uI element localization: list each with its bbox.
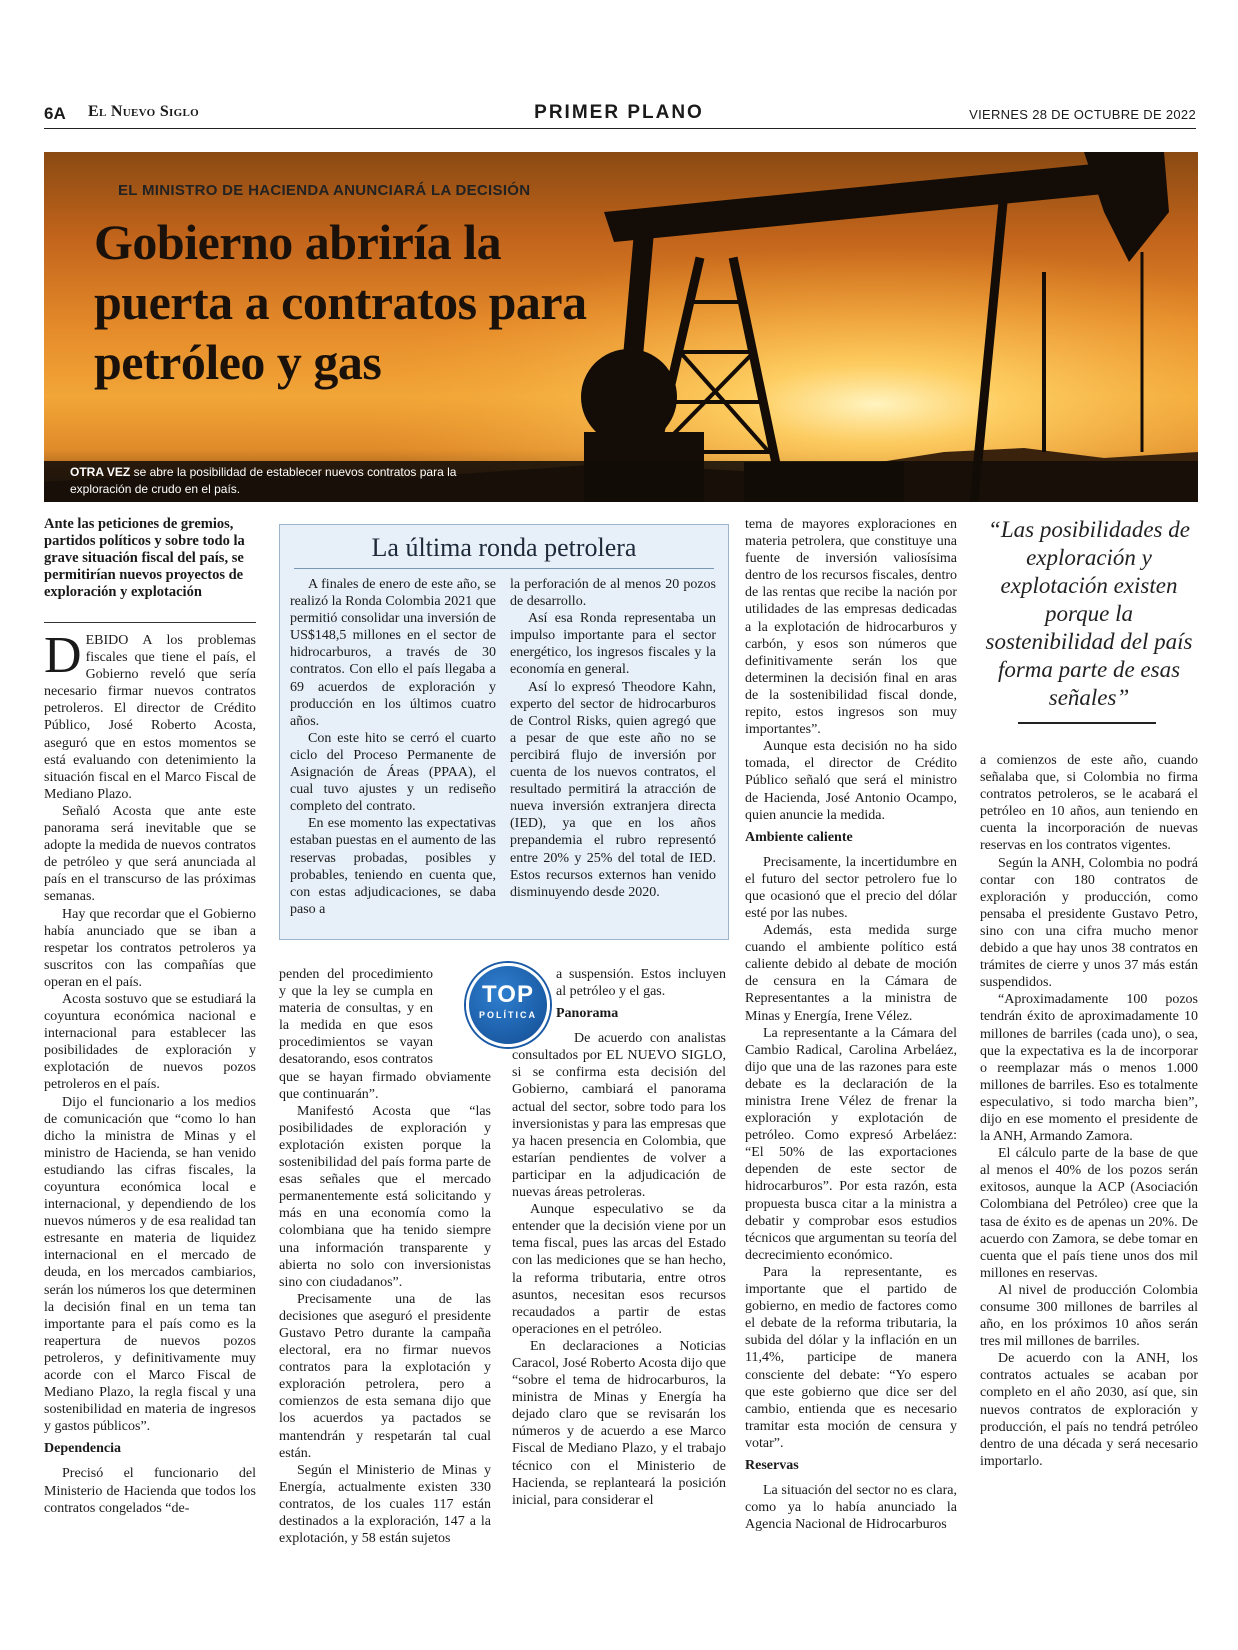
paragraph: La representante a la Cámara del Cambio Radical, Carolina Arbeláez, dijo que una de las razones para este debate es la declaración de la ministra Irene Vélez de frenar la exploración y explotación de petróleo. Como expresó Arbeláez: “El 50% de las exportaciones dependen de este sector de hidrocarburos”. Por esta razón, esta propuesta busca citar a la ministra a debatir y comprobar esos estudios técnicos que argumentan su teoría del decrecimiento económico.: [745, 1025, 957, 1263]
quote-divider: [1018, 722, 1156, 724]
paragraph: a suspensión. Estos incluyen al petróleo y el gas.: [556, 967, 726, 1000]
publication-date: VIERNES 28 DE OCTUBRE DE 2022: [969, 107, 1196, 122]
sidebar-divider: [294, 568, 714, 569]
paragraph: “Aproximadamente 100 pozos tendrán éxito de aproximadamente 10 millones de barriles (cada uno), o sea, que la expectativa es la de incorporar o reemplazar más o menos 1.000 millones de barriles. Eso es totalmente especulativo, si todo marcha bien”, dijo en ese momento el presidente de la ANH, Armando Zamora.: [980, 992, 1198, 1145]
caption-text: se abre la posibilidad de establecer nuevos contratos para la exploración de crudo en el país.: [70, 465, 457, 496]
page-number: 6A: [44, 104, 66, 123]
paragraph: Señaló Acosta que ante este panorama será inevitable que se adopte la medida de nuevos contratos de petróleo y que será anunciada al país en el transcurso de las próximas semanas.: [44, 803, 256, 905]
paragraph: Así esa Ronda representaba un impulso importante para el sector energético, los ingresos fiscales y la economía en general.: [510, 611, 716, 678]
paragraph: De acuerdo con analistas consultados por EL NUEVO SIGLO, si se confirma esta decisión del Gobierno, cambiará el panorama actual del sector, sobre todo para los inversionistas y para las empresas que ya hacen presencia en Colombia, que estarían pendientes de volver a participar en la adjudicación de nuevas áreas petroleras.: [512, 1031, 726, 1201]
column-3: [512, 966, 726, 1509]
pull-quote: “Las posibilidades de exploración y explotación existen porque la sostenibilidad del país forma parte de esas señales”: [985, 517, 1193, 710]
paragraph-text: EBIDO A los problemas fiscales que tiene el país, el Gobierno reveló que sería necesario firmar nuevos contratos petroleros. El director de Crédito Público, José Roberto Acosta, aseguró que en estos momentos se está evaluando con detenimiento la situación fiscal en el Marco Fiscal de Mediano Plazo.: [44, 633, 256, 802]
paragraph: En declaraciones a Noticias Caracol, José Roberto Acosta dijo que “sobre el tema de hidrocarburos, la ministra de Minas y Energía ha dejado claro que se revisarán los números y de acuerdo a ese Marco Fiscal de Mediano Plazo, y el trabajo técnico con el Ministerio de Hacienda, se replanteará la posición inicial, para considerar el: [512, 1338, 726, 1508]
paragraph: Precisamente, la incertidumbre en el futuro del sector petrolero fue lo que ocasionó que el precio del dólar esté por las nubes.: [745, 854, 957, 921]
paragraph: a comienzos de este año, cuando señalaba que, si Colombia no firma contratos petroleros, se le acabará el petróleo en 10 años, aun teniendo en cuenta la incorporación de nuevas reservas en los contratos vigentes.: [980, 753, 1198, 854]
paragraph: Precisamente una de las decisiones que aseguró el presidente Gustavo Petro durante la campaña electoral, era no firmar nuevos contratos para la explotación y exploración petrolera, pero a comienzos de esta semana dijo que los acuerdos ya pactados se mantendrán y respetarán tal cual están.: [279, 1291, 491, 1461]
paragraph: Al nivel de producción Colombia consume 300 millones de barriles al año, en los próximos 10 años serán tres mil millones de barriles.: [980, 1282, 1198, 1350]
paragraph: Según el Ministerio de Minas y Energía, actualmente existen 330 contratos, de los cuales 117 están destinados a la exploración, 147 a la explotación, y 58 están sujetos: [279, 1462, 491, 1547]
paragraph: [44, 627, 256, 803]
paragraph: penden del procedimiento y que la ley se cumpla en materia de consultas, y en la medida en que esos procedimientos se vayan desatorando, esos contratos que se hayan firmado obviamente que continuarán”.: [279, 967, 491, 1102]
paragraph: Dijo el funcionario a los medios de comunicación que “como lo han dicho la ministra de Minas y el ministro de Hacienda, se han venido estudiando las cifras fiscales, la coyuntura económica local e internacional, y dependiendo de los nuevos números y de esa realidad tan estresante en materia de liquidez internacional en el mercado de deuda, en los mercados cambiarios, serán los números los que determinen la decisión final en un tema tan importante para el país como es la reapertura de nuevos pozos petroleros, y definitivamente muy acorde con el Marco Fiscal de Mediano Plazo, la regla fiscal y una sostenibilidad en materia de ingresos y gastos públicos”.: [44, 1094, 256, 1435]
paragraph: En ese momento las expectativas estaban puestas en el aumento de las reservas probadas, posibles y probables, teniendo en cuenta que, con estas adjudicaciones, se daba paso a: [290, 816, 496, 917]
paragraph: Manifestó Acosta que “las posibilidades de exploración y explotación existen porque la sostenibilidad del país forma parte de esas señales que el mercado permanentemente está solicitando y más en una economía como la colombiana que ha tenido siempre una información transparente y abierta no solo con inversionistas sino con ciudadanos”.: [279, 1103, 491, 1290]
column-1: [44, 627, 256, 1517]
paragraph: El cálculo parte de la base de que al menos el 40% de los pozos serán exitosos, aunque la ACP (Asociación Colombiana del Petróleo) cree que la tasa de éxito es de apenas un 20%. De acuerdo con Zamora, se debe tomar en cuenta que el país tiene unos dos mil millones en reservas.: [980, 1146, 1198, 1281]
badge-top: TOP: [482, 981, 534, 1008]
sidebar-title: La última ronda petrolera: [371, 533, 637, 562]
header-divider: [44, 128, 1196, 129]
paragraph: Con este hito se cerró el cuarto ciclo del Proceso Permanente de Asignación de Áreas (PPAA), el cual tuvo ajustes y un rediseño completo del contrato.: [290, 730, 496, 815]
badge-sub: POLÍTICA: [479, 1010, 537, 1020]
paragraph: Aunque esta decisión no ha sido tomada, el director de Crédito Público señaló que será el ministro de Hacienda, José Antonio Ocampo, quien anuncie la medida.: [745, 739, 957, 823]
subheading: Ambiente caliente: [745, 829, 853, 845]
column-5: [980, 752, 1198, 1470]
paragraph: La situación del sector no es clara, como ya lo había anunciado la Agencia Nacional de Hidrocarburos: [745, 1482, 957, 1533]
column-2: [279, 966, 491, 1547]
subheading: Panorama: [556, 1006, 619, 1022]
column-4: [745, 516, 957, 1533]
newspaper-name: El Nuevo Siglo: [88, 103, 199, 120]
paragraph: A finales de enero de este año, se realizó la Ronda Colombia 2021 que permitió consolidar una inversión de US$148,5 millones en el sector de hidrocarburos, a través de 30 contratos. Con ello el país llegaba a 69 acuerdos de exploración y producción en los últimos cuatro años.: [290, 577, 496, 729]
paragraph: Aunque especulativo se da entender que la decisión viene por un tema fiscal, pues las arcas del Estado con las mediciones que se han hecho, la reforma tributaria, entre otros asuntos, necesitan esos recursos recaudados a partir de estas operaciones en el petróleo.: [512, 1202, 726, 1337]
paragraph: tema de mayores exploraciones en materia petrolera, que constituye una fuente de inversión valiosísima dentro de los recursos fiscales, dentro de las rentas que recibe la nación por utilidades de las empresas dedicadas a la explotación de hidrocarburos y carbón, y esos son números que definitivamente serán los que determinen la decisión final en aras de la sostenibilidad fiscal donde, repito, estos ingresos son muy importantes”.: [745, 517, 957, 738]
paragraph: Acosta sostuvo que se estudiará la coyuntura económica nacional e internacional para establecer las posibilidades de exploración y explotación de nuevos pozos petroleros en el país.: [44, 991, 256, 1093]
paragraph: Hay que recordar que el Gobierno había anunciado que se iban a respetar los contratos petroleros ya suscritos con las compañías que operan en el país.: [44, 906, 256, 990]
sidebar-column-left: [290, 576, 496, 918]
paragraph: Además, esta medida surge cuando el ambiente político está caliente debido al debate de moción de censura en la Cámara de Representantes a la ministra de Minas y Energía, Irene Vélez.: [745, 923, 957, 1024]
lead-divider: [44, 622, 256, 623]
photo-caption: [70, 464, 470, 498]
paragraph: la perforación de al menos 20 pozos de desarrollo.: [510, 577, 716, 610]
section-title: PRIMER PLANO: [534, 102, 704, 123]
lead-summary: Ante las peticiones de gremios, partidos políticos y sobre todo la grave situación fiscal del país, se permitirían nuevos proyectos de exploración y explotación: [44, 516, 245, 600]
badge-space: [512, 966, 556, 1036]
paragraph: De acuerdo con la ANH, los contratos actuales se acaban por completo en el año 2030, así que, sin nuevos contratos de exploración y producción, el país no tendrá petróleo dentro de una década y será necesario importarlo.: [980, 1351, 1198, 1469]
subheading: Reservas: [745, 1457, 799, 1473]
sidebar-column-right: [510, 576, 716, 901]
subheading: Dependencia: [44, 1441, 121, 1457]
drop-cap: D: [44, 627, 82, 684]
headline: Gobierno abriría la puerta a contratos para petróleo y gas: [94, 214, 587, 390]
caption-strong: OTRA VEZ: [70, 465, 131, 479]
paragraph: Según la ANH, Colombia no podrá contar con 180 contratos de exploración y producción, como pensaba el presidente Gustavo Petro, sino con una cifra mucho menor debido a que hay unos 38 contratos en trámites de cierre y unos 37 más están suspendidos.: [980, 855, 1198, 991]
paragraph: Así lo expresó Theodore Kahn, experto del sector de hidrocarburos de Control Risks, quien agregó que a pesar de que este año no se percibirá flujo de inversión por cuenta de los nuevos contratos, el resultado permitirá la atracción de nueva inversión extranjera directa (IED), ya que en los años prepandemia el rubro representó entre 20% y 25% del total de IED. Estos recursos externos han venido disminuyendo desde 2020.: [510, 679, 716, 900]
headline-kicker: EL MINISTRO DE HACIENDA ANUNCIARÁ LA DECISIÓN: [118, 182, 531, 199]
paragraph: Para la representante, es importante que el partido de gobierno, en medio de factores como el debate de la reforma tributaria, la subida del dólar y la inflación en un 11,4%, participe de manera consciente del debate: “Yo espero que este gobierno que dice ser del cambio, entienda que es necesario tramitar esta moción de censura y votar”.: [745, 1264, 957, 1451]
paragraph: Precisó el funcionario del Ministerio de Hacienda que todos los contratos congelados “de-: [44, 1466, 256, 1516]
